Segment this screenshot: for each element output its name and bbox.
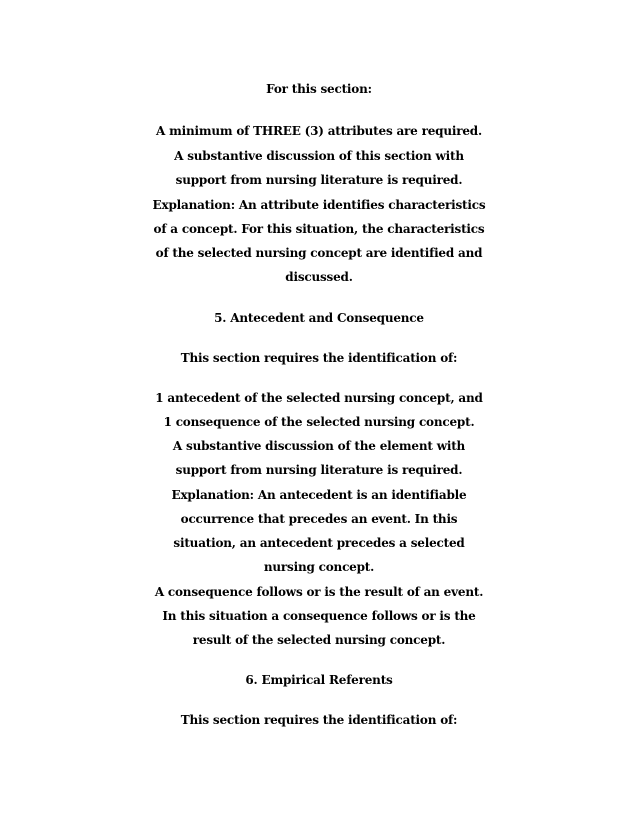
text-line: result of the selected nursing concept. (192, 633, 446, 647)
text-line: A substantive discussion of the element with (172, 439, 466, 453)
text-line: of the selected nursing concept are identified and (155, 246, 483, 260)
section-heading: For this section: (266, 82, 372, 96)
text-line: support from nursing literature is required. (175, 463, 463, 477)
text-line: Explanation: An antecedent is an identifiable (171, 488, 467, 502)
text-line: occurrence that precedes an event. In this (180, 512, 458, 526)
text-line: 1 antecedent of the selected nursing concept, and (155, 391, 483, 405)
text-line: A consequence follows or is the result of an event. (154, 585, 484, 599)
section-title-6: 6. Empirical Referents (245, 673, 393, 687)
text-line: A minimum of THREE (3) attributes are required. (156, 124, 482, 138)
text-line: discussed. (285, 270, 353, 284)
text-line: situation, an antecedent precedes a selected (173, 536, 465, 550)
text-line: 1 consequence of the selected nursing concept. (163, 415, 475, 429)
text-line: support from nursing literature is required. (175, 173, 463, 187)
text-line: of a concept. For this situation, the characteristics (153, 222, 485, 236)
text-line: Explanation: An attribute identifies characteristics (152, 198, 486, 212)
section-requirement-5: This section requires the identification of: (180, 351, 458, 365)
text-line: nursing concept. (263, 560, 375, 574)
section-requirement-6: This section requires the identification of: (180, 713, 458, 727)
text-line: A substantive discussion of this section with (174, 149, 464, 163)
text-line: In this situation a consequence follows or is the (162, 609, 476, 623)
section-title-5: 5. Antecedent and Consequence (214, 311, 424, 325)
